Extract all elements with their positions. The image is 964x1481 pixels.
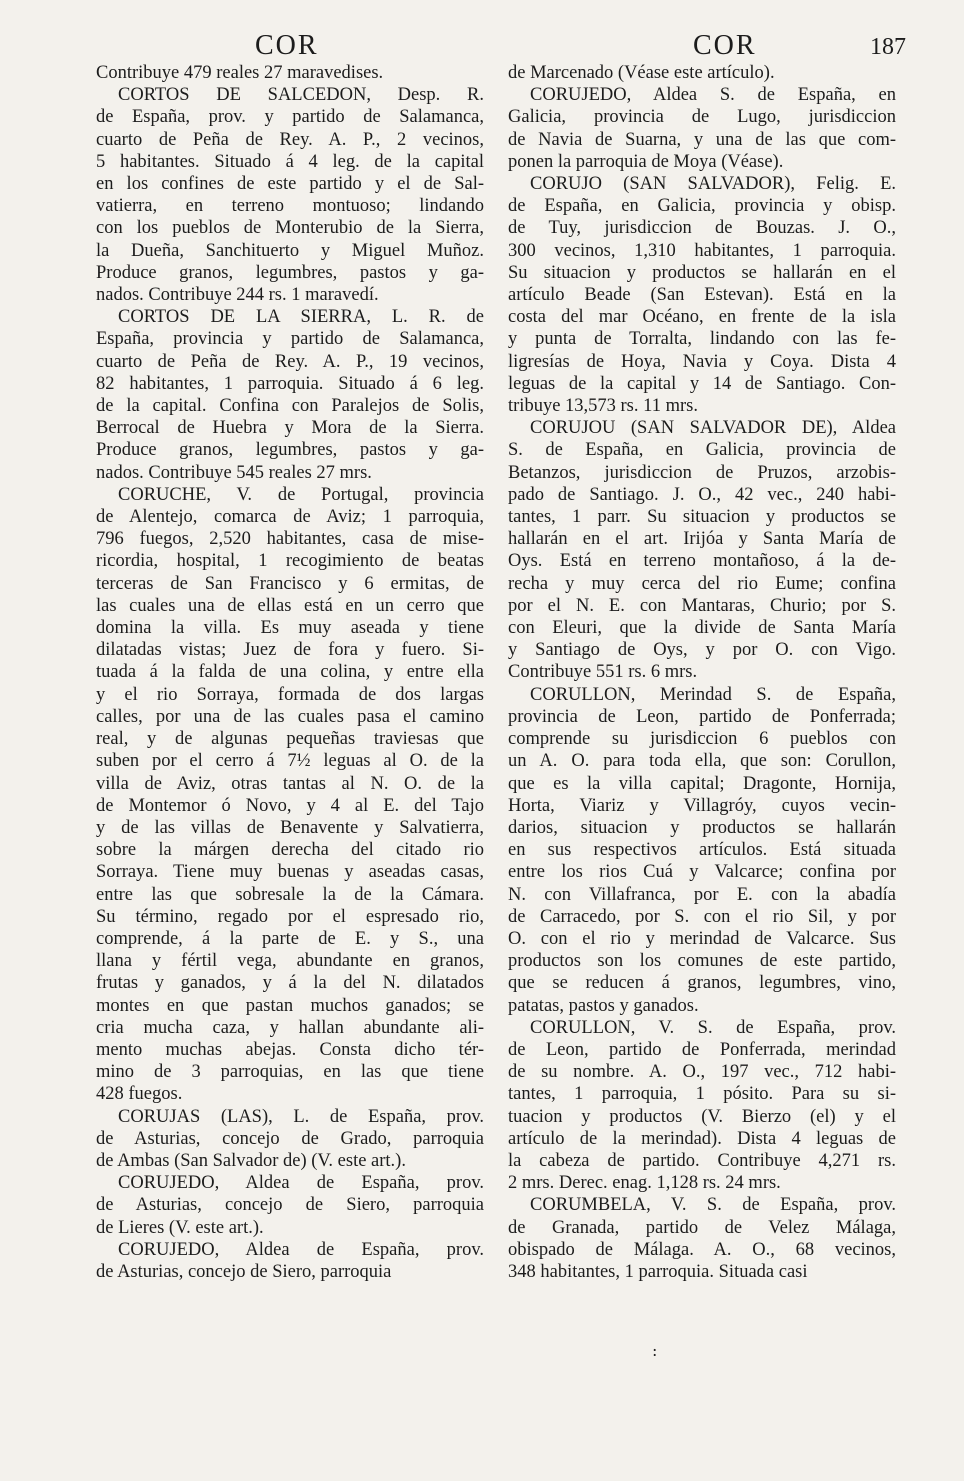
text-line: de su nombre. A. O., 197 vec., 712 habi-: [508, 1062, 896, 1083]
text-line: de Asturias, concejo de Grado, parroquia: [96, 1128, 484, 1149]
text-line: CORULLON, V. S. de España, prov.: [530, 1017, 896, 1038]
text-line: S. de España, en Galicia, provincia de: [508, 440, 896, 461]
text-line: de España, prov. y partido de Salamanca,: [96, 107, 484, 128]
text-line: domina la villa. Es muy aseada y tiene: [96, 618, 484, 639]
text-line: provincia de Leon, partido de Ponferrada;: [508, 706, 896, 727]
text-line: Galicia, provincia de Lugo, jurisdiccion: [508, 107, 896, 128]
text-line: llana y fértil vega, abundante en granos,: [96, 951, 484, 972]
text-line: sobre la márgen derecha del citado rio: [96, 840, 484, 861]
text-line: darios, situacion y productos se hallarán: [508, 817, 896, 838]
running-head-left: COR: [255, 30, 319, 61]
text-line: dilatadas vistas; Juez de fora y fuero. Si-: [96, 640, 484, 661]
text-line: frutas y ganados, y á la del N. dilatados: [96, 973, 484, 994]
text-line: Produce granos, legumbres, pastos y ga-: [96, 440, 484, 461]
text-line: mino de 3 parroquias, en las que tiene: [96, 1062, 484, 1083]
text-line: de Leon, partido de Ponferrada, merindad: [508, 1039, 896, 1060]
text-line: pado de Santiago. J. O., 42 vec., 240 habi-: [508, 484, 896, 505]
text-line: CORUJOU (SAN SALVADOR DE), Aldea: [530, 418, 896, 439]
text-line: real, y de algunas pequeñas traviesas que: [96, 729, 484, 750]
text-line: CORUJEDO, Aldea de España, prov.: [118, 1239, 484, 1260]
text-line: ricordia, hospital, 1 recogimiento de beatas: [96, 551, 484, 572]
text-line: Su término, regado por el espresado rio,: [96, 906, 484, 927]
text-line: 300 vecinos, 1,310 habitantes, 1 parroquia.: [508, 240, 896, 261]
text-line: de Tuy, jurisdiccion de Bouzas. J. O.,: [508, 218, 896, 239]
text-line: cria mucha caza, y hallan abundante ali-: [96, 1017, 484, 1038]
text-line: costa del mar Océano, en frente de la isla: [508, 307, 896, 328]
text-line: ponen la parroquia de Moya (Véase).: [508, 151, 784, 172]
text-line: 428 fuegos.: [96, 1084, 183, 1105]
left-column: [96, 62, 484, 1283]
text-line: CORULLON, Merindad S. de España,: [530, 684, 896, 705]
text-line: Contribuye 551 rs. 6 mrs.: [508, 662, 698, 683]
text-line: por el N. E. con Mantaras, Churio; por S.: [508, 595, 896, 616]
text-line: ligresías de Hoya, Navia y Coya. Dista 4: [508, 351, 896, 372]
text-line: comprende su jurisdiccion 6 pueblos con: [508, 729, 896, 750]
text-line: de Asturias, concejo de Siero, parroquia: [96, 1261, 392, 1282]
text-line: Betanzos, jurisdiccion de Pruzos, arzobis-: [508, 462, 896, 483]
text-line: tantes, 1 parr. Su situacion y productos se: [508, 507, 896, 528]
text-line: y de las villas de Benavente y Salvatierra,: [96, 817, 484, 838]
text-line: productos son los comunes de este partido,: [508, 951, 896, 972]
text-line: de Marcenado (Véase este artículo).: [508, 63, 775, 83]
text-line: nados. Contribuye 545 reales 27 mrs.: [96, 462, 372, 483]
text-line: un A. O. para toda ella, que son: Corullon,: [508, 751, 896, 772]
text-line: CORUMBELA, V. S. de España, prov.: [530, 1195, 896, 1216]
text-line: con los pueblos de Monterubio de la Sierra,: [96, 218, 484, 239]
text-line: CORTOS DE LA SIERRA, L. R. de: [118, 307, 484, 328]
text-line: de España, en Galicia, provincia y obisp.: [508, 196, 896, 217]
text-line: comprende, á la parte de E. y S., una: [96, 928, 484, 949]
text-line: vatierra, en terreno montuoso; lindando: [96, 196, 484, 217]
text-line: 2 mrs. Derec. enag. 1,128 rs. 24 mrs.: [508, 1173, 781, 1194]
text-line: la Dueña, Sanchituerto y Miguel Muñoz.: [96, 240, 484, 261]
text-line: 5 habitantes. Situado á 4 leg. de la capital: [96, 151, 484, 172]
text-line: las cuales una de ellas está en un cerro que: [96, 595, 484, 616]
text-line: de Granada, partido de Velez Málaga,: [508, 1217, 896, 1238]
text-line: entre los rios Cuá y Valcarce; confina por: [508, 862, 896, 883]
text-line: CORUJO (SAN SALVADOR), Felig. E.: [530, 174, 896, 195]
text-line: Produce granos, legumbres, pastos y ga-: [96, 262, 484, 283]
text-line: de Asturias, concejo de Siero, parroquia: [96, 1195, 484, 1216]
text-line: y el rio Sorraya, formada de dos largas: [96, 684, 484, 705]
text-line: mento muchas abejas. Consta dicho tér-: [96, 1039, 484, 1060]
text-line: la cabeza de partido. Contribuye 4,271 rs.: [508, 1150, 896, 1171]
text-line: y Santiago de Oys, y por O. con Vigo.: [508, 640, 896, 661]
text-line: artículo de la merindad). Dista 4 leguas de: [508, 1128, 896, 1149]
text-line: entre las que sobresale la de la Cámara.: [96, 884, 484, 905]
text-line: que se reducen á granos, legumbres, vino,: [508, 973, 896, 994]
text-line: Berrocal de Huebra y Mora de la Sierra.: [96, 418, 484, 439]
text-line: leguas de la capital y 14 de Santiago. Con-: [508, 373, 896, 394]
text-line: de Lieres (V. este art.).: [96, 1217, 264, 1238]
text-line: tuacion y productos (V. Bierzo (el) y el: [508, 1106, 896, 1127]
text-line: N. con Villafranca, por E. con la abadía: [508, 884, 896, 905]
text-line: 82 habitantes, 1 parroquia. Situado á 6 leg.: [96, 373, 484, 394]
text-line: 348 habitantes, 1 parroquia. Situada casi: [508, 1261, 808, 1282]
text-line: tribuye 13,573 rs. 11 mrs.: [508, 396, 698, 417]
text-line: y punta de Torralta, lindando con las fe-: [508, 329, 896, 350]
text-line: CORUJEDO, Aldea de España, prov.: [118, 1173, 484, 1194]
text-line: villa de Aviz, otras tantas al N. O. de la: [96, 773, 484, 794]
text-line: de Carracedo, por S. con el rio Sil, y por: [508, 906, 896, 927]
text-line: con Eleuri, que la divide de Santa María: [508, 618, 896, 639]
text-line: terceras de San Francisco y 6 ermitas, de: [96, 573, 484, 594]
text-line: en sus respectivos artículos. Está situada: [508, 840, 896, 861]
text-line: en los confines de este partido y el de Sal-: [96, 174, 484, 195]
right-column: [508, 62, 896, 1283]
text-line: de la capital. Confina con Paralejos de Solis,: [96, 396, 484, 417]
text-line: CORUCHE, V. de Portugal, provincia: [118, 484, 484, 505]
text-line: Sorraya. Tiene muy buenas y aseadas casas,: [96, 862, 484, 883]
text-line: montes en que pastan muchos ganados; se: [96, 995, 484, 1016]
text-line: cuarto de Peña de Rey. A. P., 19 vecinos,: [96, 351, 484, 372]
text-line: obispado de Málaga. A. O., 68 vecinos,: [508, 1239, 896, 1260]
text-line: cuarto de Peña de Rey. A. P., 2 vecinos,: [96, 129, 484, 150]
text-line: Contribuye 479 reales 27 maravedises.: [96, 63, 384, 83]
text-line: CORTOS DE SALCEDON, Desp. R.: [118, 85, 484, 106]
text-line: hallarán en el art. Irijóa y Santa María de: [508, 529, 896, 550]
bottom-mark: :: [652, 1341, 658, 1360]
text-line: O. con el rio y merindad de Valcarce. Sus: [508, 928, 896, 949]
text-line: tuada á la falda de una colina, y entre ella: [96, 662, 484, 683]
text-line: Oys. Está en terreno montañoso, á la de-: [508, 551, 896, 572]
text-line: de Navia de Suarna, y una de las que com-: [508, 129, 896, 150]
text-line: 796 fuegos, 2,520 habitantes, casa de mise-: [96, 529, 484, 550]
text-line: suben por el cerro á 7½ leguas al O. de la: [96, 751, 484, 772]
text-line: España, provincia y partido de Salamanca,: [96, 329, 484, 350]
text-line: CORUJEDO, Aldea S. de España, en: [530, 85, 896, 106]
text-line: CORUJAS (LAS), L. de España, prov.: [118, 1106, 484, 1127]
text-line: de Alentejo, comarca de Aviz; 1 parroquia,: [96, 507, 484, 528]
text-line: tantes, 1 parroquia, 1 pósito. Para su si-: [508, 1084, 896, 1105]
text-line: Su situacion y productos se hallarán en el: [508, 262, 896, 283]
running-head-right: COR: [693, 30, 757, 61]
text-line: de Montemor ó Novo, y 4 al E. del Tajo: [96, 795, 484, 816]
text-line: de Ambas (San Salvador de) (V. este art.).: [96, 1150, 406, 1171]
page-number: 187: [870, 34, 906, 60]
text-line: Horta, Viariz y Villagróy, cuyos vecin-: [508, 795, 896, 816]
text-line: calles, por una de las cuales pasa el camino: [96, 706, 484, 727]
text-line: artículo Beade (San Estevan). Está en la: [508, 285, 896, 306]
text-line: patatas, pastos y ganados.: [508, 995, 699, 1016]
text-line: recha y muy cerca del rio Eume; confina: [508, 573, 896, 594]
text-line: que es la villa capital; Dragonte, Hornija,: [508, 773, 896, 794]
text-line: nados. Contribuye 244 rs. 1 maravedí.: [96, 285, 379, 306]
